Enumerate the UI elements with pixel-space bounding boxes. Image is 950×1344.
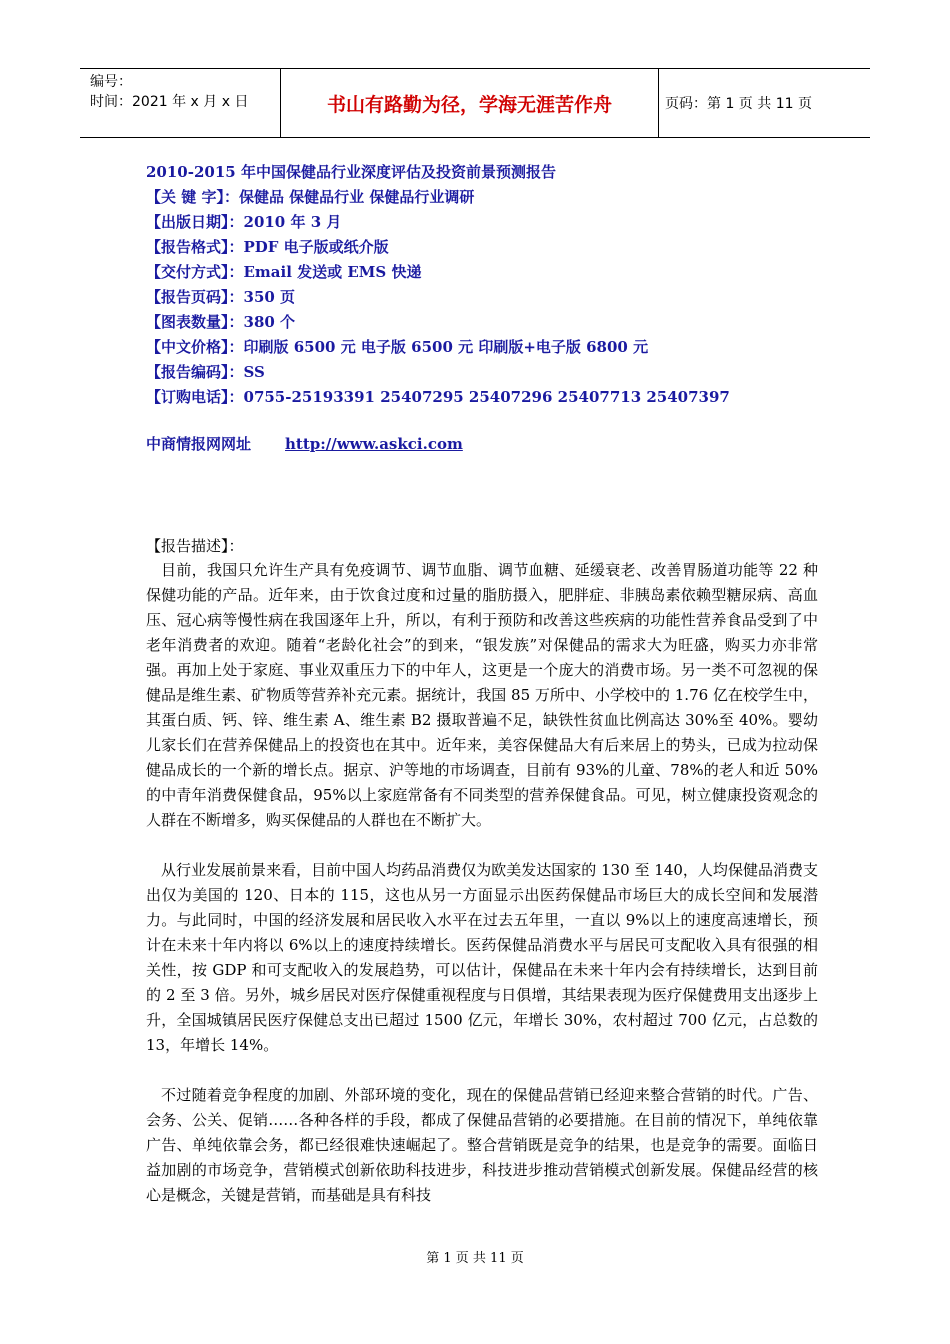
header-page-info: 页码：第 1 页 共 11 页 xyxy=(665,96,812,112)
report-meta xyxy=(146,160,846,410)
field-code: 【报告编码】：SS xyxy=(146,363,265,381)
website-line xyxy=(146,433,463,454)
paragraph: 目前，我国只允许生产具有免疫调节、调节血脂、调节血糖、延缓衰老、改善胃肠道功能等 22 种保健功能的产品。近年来，由于饮食过度和过量的脂肪摄入，肥胖症、非胰岛素依赖型糖尿病、高血压、冠心病等慢性病在我国逐年上升，所以，有利于预防和改善这些疾病的功能性营养食品受到了中老年消费者的欢迎。随着“老龄化社会”的到来，“银发族”对保健品的需求大为旺盛，购买力亦非常强。再加上处于家庭、事业双重压力下的中年人，这更是一个庞大的消费市场。另一类不可忽视的保健品是维生素、矿物质等营养补充元素。据统计，我国 85 万所中、小学校中的 1.76 亿在校学生中，其蛋白质、钙、锌、维生素 A、维生素 B2 摄取普遍不足，缺铁性贫血比例高达 30%至 40%。婴幼儿家长们在营养保健品上的投资也在其中。近年来，美容保健品大有后来居上的势头，已成为拉动保健品成长的一个新的增长点。据京、沪等地的市场调查，目前有 93%的儿童、78%的老人和近 50%的中青年消费保健食品，95%以上家庭常备有不同类型的营养保健食品。可见，树立健康投资观念的人群在不断增多，购买保健品的人群也在不断扩大。 xyxy=(146,561,818,829)
field-keywords: 【关 键 字】：保健品 保健品行业 保健品行业调研 xyxy=(146,188,475,206)
paragraph: 从行业发展前景来看，目前中国人均药品消费仅为欧美发达国家的 130 至 140，人均保健品消费支出仅为美国的 120、日本的 115，这也从另一方面显示出医药保健品市场巨大的成长空间和发展潜力。与此同时，中国的经济发展和居民收入水平在过去五年里，一直以 9%以上的速度高速增长，预计在未来十年内将以 6%以上的速度持续增长。医药保健品消费水平与居民可支配收入具有很强的相关性，按 GDP 和可支配收入的发展趋势，可以估计，保健品在未来十年内会有持续增长，达到目前的 2 至 3 倍。另外，城乡居民对医疗保健重视程度与日俱增，其结果表现为医疗保健费用支出逐步上升，全国城镇居民医疗保健总支出已超过 1500 亿元，年增长 30%，农村超过 700 亿元，占总数的 13，年增长 14%。 xyxy=(146,861,818,1054)
description-label: 【报告描述】： xyxy=(146,537,244,555)
website-label: 中商情报网网址 xyxy=(146,435,252,453)
header-meta xyxy=(80,69,281,137)
header-motto: 书山有路勤为径，学海无涯苦作舟 xyxy=(281,69,659,137)
field-publish-date: 【出版日期】：2010 年 3 月 xyxy=(146,213,342,231)
time-label: 时间：2021 年 x 月 x 日 xyxy=(90,94,249,110)
field-price: 【中文价格】：印刷版 6500 元 电子版 6500 元 印刷版+电子版 6800 元 xyxy=(146,338,649,356)
field-phone: 【订购电话】：0755-25193391 25407295 25407296 25407713 25407397 xyxy=(146,388,730,406)
page-header xyxy=(80,68,870,138)
field-delivery: 【交付方式】：Email 发送或 EMS 快递 xyxy=(146,263,422,281)
page-footer: 第 1 页 共 11 页 xyxy=(426,1251,524,1266)
description-body xyxy=(146,558,818,1233)
paragraph: 不过随着竞争程度的加剧、外部环境的变化，现在的保健品营销已经迎来整合营销的时代。广告、会务、公关、促销……各种各样的手段，都成了保健品营销的必要措施。在目前的情况下，单纯依靠广告、单纯依靠会务，都已经很难快速崛起了。整合营销既是竞争的结果，也是竞争的需要。面临日益加剧的市场竞争，营销模式创新依助科技进步，科技进步推动营销模式创新发展。保健品经营的核心是概念，关键是营销，而基础是具有科技 xyxy=(146,1086,818,1204)
field-charts: 【图表数量】：380 个 xyxy=(146,313,296,331)
field-format: 【报告格式】：PDF 电子版或纸介版 xyxy=(146,238,389,256)
website-link[interactable]: http://www.askci.com xyxy=(285,435,463,453)
report-title: 2010-2015 年中国保健品行业深度评估及投资前景预测报告 xyxy=(146,163,556,181)
code-label: 编号： xyxy=(90,74,132,90)
field-pages: 【报告页码】：350 页 xyxy=(146,288,296,306)
